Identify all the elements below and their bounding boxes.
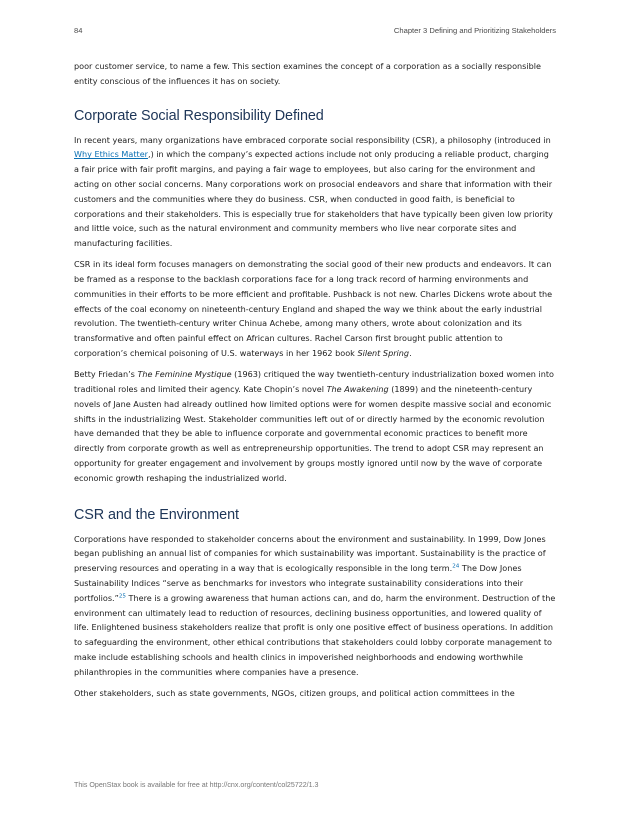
page-number: 84 <box>74 26 83 35</box>
text-run: Betty Friedan’s <box>74 369 138 380</box>
why-ethics-matter-link[interactable]: Why Ethics Matter <box>74 149 148 160</box>
book-title-feminine-mystique: The Feminine Mystique <box>137 369 232 380</box>
footnote-25-link[interactable]: 25 <box>118 593 126 600</box>
footnote-24-link[interactable]: 24 <box>452 563 460 570</box>
text-run: (1899) and the nineteenth-century novels of Jane Austen had already outlined how limited options were for women despite massive social and economic shifts in the industrializing West. Stakeholder communities left out of or directly harmed by the economic revolution have demanded that they be able to influence corporate and governmental economic practices to benefit more directly from corporate growth as well as entrepreneurship opportunities. The trend to adopt CSR may represent an opportunity for greater engagement and involvement by groups mostly ignored until now by the wave of corporate economic growth reshaping the industrialized world. <box>74 383 552 483</box>
paragraph-friedan <box>74 367 556 485</box>
paragraph-csr-definition <box>74 133 556 251</box>
paragraph-sustainability <box>74 532 556 680</box>
text-run: There is a growing awareness that human actions can, and do, harm the environment. Destruction of the environment can ultimately lead to reduction of resources, declining business opportunities, and lowered quality of life. Enlightened business stakeholders realize that profit is only one positive effect of business operations. In addition to safeguarding the environment, other ethical contributions that stakeholders could lobby corporate management to make include establishing schools and health clinics in impoverished neighborhoods and endowing worthwhile philanthropies in the communities where companies have a presence. <box>74 592 556 677</box>
text-run: In recent years, many organizations have embraced corporate social responsibility (CSR), a philosophy (introduced in <box>74 134 551 145</box>
page-footer: This OpenStax book is available for free at http://cnx.org/content/col25722/1.3 <box>74 781 319 789</box>
text-run: CSR in its ideal form focuses managers on demonstrating the social good of their new products and endeavors. It can be framed as a response to the backlash corporations face for a long track record of harming environments and communities in their efforts to be more efficient and profitable. Pushback is not new. Charles Dickens wrote about the effects of the coal economy on nineteenth-century England and shaped the way we think about the early industrial revolution. The twentieth-century writer Chinua Achebe, among many others, wrote about colonization and its transformative and often painful effect on African cultures. Rachel Carson first brought public attention to corporation’s chemical poisoning of U.S. waterways in her 1962 book <box>74 259 553 359</box>
paragraph-csr-ideal-form <box>74 257 556 361</box>
paragraph-other-stakeholders: Other stakeholders, such as state governments, NGOs, citizen groups, and political action committees in the <box>74 687 515 698</box>
intro-paragraph: poor customer service, to name a few. This section examines the concept of a corporation as a socially responsible entity conscious of the influences it has on society. <box>74 61 541 86</box>
book-title-the-awakening: The Awakening <box>326 383 389 394</box>
text-run: ,) in which the company’s expected actions include not only producing a reliable product, charging a fair price with fair profit margins, and paying a fair wage to employees, but also caring for the environment and acting on other social concerns. Many corporations work on prosocial endeavors and share that information with their customers and the communities where they do business. CSR, when conducted in good faith, is beneficial to corporations and their stakeholders. This is especially true for stakeholders that have typically been given low priority and little voice, such as the natural environment and community members who live near corporate sites and manufacturing facilities. <box>74 149 553 249</box>
page-header <box>74 26 556 38</box>
book-title-silent-spring: Silent Spring <box>357 348 410 359</box>
section-heading-csr-defined: Corporate Social Responsibility Defined <box>74 107 324 124</box>
page-body <box>74 59 556 707</box>
text-run: The Dow Jones Sustainability Indices “serve as benchmarks for investors who integrate sustainability considerations into their portfolios.” <box>74 563 524 603</box>
section-heading-csr-environment: CSR and the Environment <box>74 506 239 523</box>
text-run: Corporations have responded to stakeholder concerns about the environment and sustainability. In 1999, Dow Jones began publishing an annual list of companies for which sustainability was important. Sustainability is the practice of preserving resources and operating in a way that is ecologically responsible in the long term. <box>74 533 546 574</box>
text-run: . <box>409 348 412 359</box>
chapter-title: Chapter 3 Defining and Prioritizing Stakeholders <box>393 26 556 35</box>
text-run: (1963) critiqued the way twentieth-century industrialization boxed women into traditional roles and limited their agency. Kate Chopin’s novel <box>74 369 555 394</box>
